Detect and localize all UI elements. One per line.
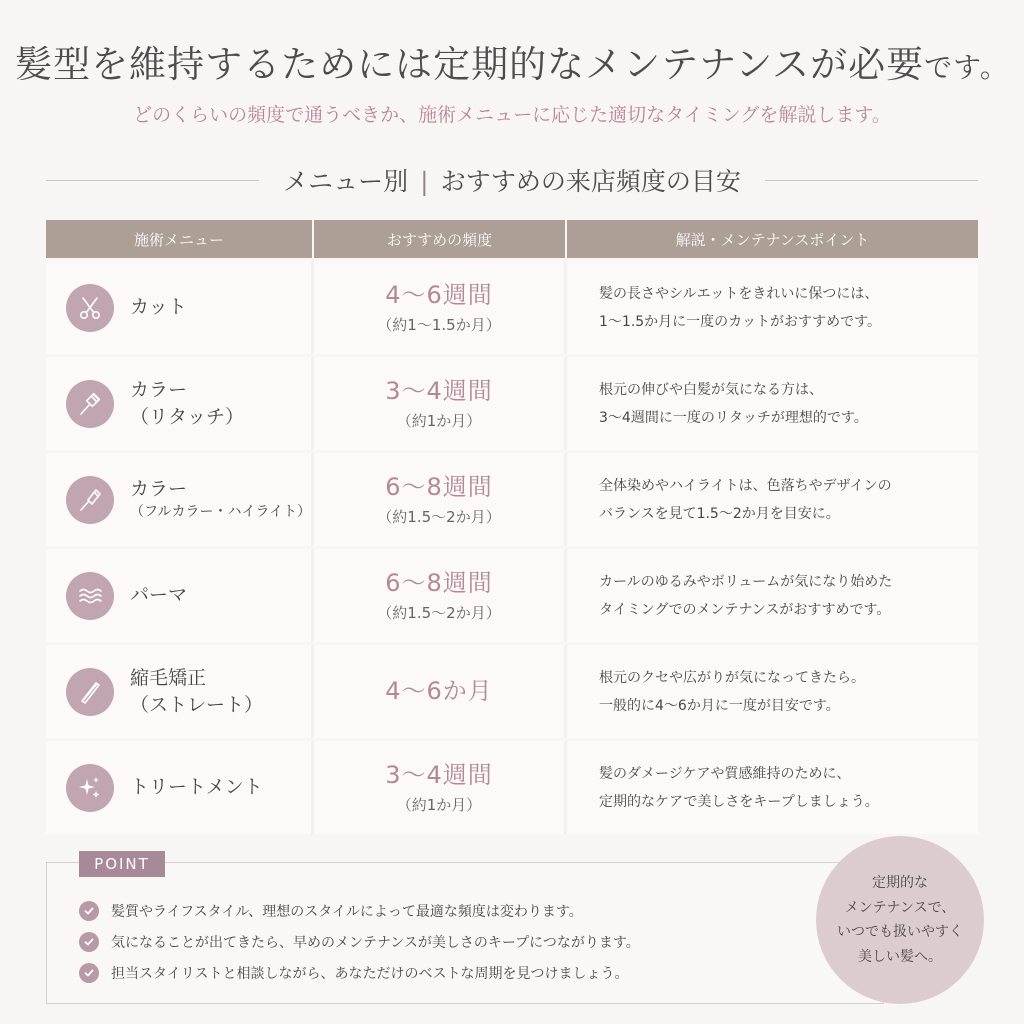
checkmark-icon (79, 963, 99, 983)
table-header-row (46, 220, 978, 258)
explanation-line: 髪の長さやシルエットをきれいに保つには、 (599, 285, 879, 302)
frequency-value: 3～4週間 (385, 761, 493, 790)
menu-name (130, 476, 311, 522)
section-heading (46, 160, 978, 200)
frequency-value: 6～8週間 (385, 473, 493, 502)
explanation-line: 一般的に4～6か月に一度が目安です。 (599, 697, 840, 714)
section-heading-text (259, 162, 765, 198)
point-item (79, 926, 640, 957)
explanation-line: 1～1.5か月に一度のカットがおすすめです。 (599, 313, 882, 330)
point-item-text: 気になることが出てきたら、早めのメンテナンスが美しさのキープにつながります。 (111, 934, 640, 951)
color-brush-icon (66, 476, 114, 524)
checkmark-icon (79, 932, 99, 952)
point-item-text: 髪質やライフスタイル、理想のスタイルによって最適な頻度は変わります。 (111, 903, 583, 920)
table-row (46, 453, 978, 546)
section-heading-left: メニュー別 (283, 167, 409, 196)
explanation-line: 根元のクセや広がりが気になってきたら。 (599, 669, 865, 686)
table-row (46, 261, 978, 354)
menu-name-main: トリートメント (130, 776, 263, 799)
column-header-menu: 施術メニュー (46, 220, 314, 258)
point-box (46, 855, 884, 1004)
heading-rule-left (46, 180, 259, 181)
heading-rule-right (765, 180, 978, 181)
column-header-explanation: 解説・メンテナンスポイント (675, 230, 870, 249)
message-badge (816, 836, 984, 1004)
badge-line: いつでも扱いやすく (837, 924, 963, 940)
frequency-approx: （約1か月） (396, 411, 482, 430)
waves-icon (66, 572, 114, 620)
menu-cell (46, 357, 314, 450)
menu-name (130, 582, 187, 609)
point-item (79, 895, 640, 926)
frequency-cell (314, 453, 567, 546)
page-subtitle: どのくらいの頻度で通うべきか、施術メニューに応じた適切なタイミングを解説します。 (133, 104, 891, 126)
section-heading-right: おすすめの来店頻度の目安 (440, 167, 741, 196)
menu-name (130, 665, 263, 718)
explanation-line: 定期的なケアで美しさをキープしましょう。 (599, 793, 879, 810)
column-header-frequency: おすすめの頻度 (314, 220, 567, 258)
explanation-line: タイミングでのメンテナンスがおすすめです。 (599, 601, 891, 618)
explanation-cell (567, 645, 978, 738)
flat-iron-icon (66, 668, 114, 716)
menu-name-main: パーマ (130, 584, 188, 607)
table-row (46, 549, 978, 642)
page-title-tail: です。 (924, 51, 1009, 84)
explanation-line: 髪のダメージケアや質感維持のために、 (599, 765, 851, 782)
menu-cell (46, 261, 314, 354)
checkmark-icon (79, 901, 99, 921)
menu-name-sub: （リタッチ） (130, 405, 245, 428)
table-row (46, 357, 978, 450)
point-item-text: 担当スタイリストと相談しながら、あなただけのベストな周期を見つけましょう。 (111, 965, 629, 982)
frequency-value: 4～6週間 (385, 281, 493, 310)
badge-line: 定期的な (872, 875, 928, 891)
menu-name-main: カラー (130, 478, 188, 501)
frequency-approx: （約1～1.5か月） (377, 315, 501, 334)
explanation-line: 根元の伸びや白髪が気になる方は、 (599, 381, 823, 398)
section-heading-divider: | (420, 167, 429, 196)
frequency-value: 4～6か月 (385, 676, 493, 705)
menu-cell (46, 645, 314, 738)
menu-cell (46, 741, 314, 834)
explanation-cell (567, 741, 978, 834)
explanation-cell (567, 357, 978, 450)
menu-name-sub: （フルカラー・ハイライト） (130, 504, 312, 520)
point-label: POINT (79, 851, 165, 877)
explanation-line: バランスを見て1.5～2か月を目安に。 (599, 505, 840, 522)
sparkle-icon (66, 764, 114, 812)
menu-name (130, 774, 263, 801)
table-row (46, 741, 978, 834)
scissors-icon (66, 284, 114, 332)
frequency-table (46, 220, 978, 834)
table-row (46, 645, 978, 738)
frequency-approx: （約1か月） (396, 795, 482, 814)
explanation-line: カールのゆるみやボリュームが気になり始めた (599, 573, 893, 590)
frequency-cell (314, 357, 567, 450)
point-list (79, 895, 640, 988)
frequency-approx: （約1.5～2か月） (377, 507, 501, 526)
frequency-cell (314, 549, 567, 642)
explanation-line: 3～4週間に一度のリタッチが理想的です。 (599, 409, 868, 426)
menu-name-sub: （ストレート） (130, 693, 264, 716)
page-title-main: 髪型を維持するためには定期的なメンテナンスが必要 (15, 43, 925, 86)
menu-cell (46, 549, 314, 642)
page-title (0, 34, 1024, 88)
explanation-cell (567, 549, 978, 642)
explanation-cell (567, 261, 978, 354)
frequency-value: 6～8週間 (385, 569, 493, 598)
explanation-line: 全体染めやハイライトは、色落ちやデザインの (599, 477, 892, 494)
badge-line: メンテナンスで、 (844, 899, 956, 916)
frequency-approx: （約1.5～2か月） (377, 603, 501, 622)
point-item (79, 957, 640, 988)
frequency-value: 3～4週間 (385, 377, 493, 406)
menu-name-main: カラー (130, 378, 188, 401)
menu-name (130, 294, 187, 321)
menu-name (130, 377, 244, 430)
menu-name-main: 縮毛矯正 (130, 666, 207, 689)
frequency-cell (314, 741, 567, 834)
menu-cell (46, 453, 314, 546)
menu-name-main: カット (130, 296, 187, 319)
badge-line: 美しい髪へ。 (858, 948, 942, 965)
frequency-cell (314, 645, 567, 738)
explanation-cell (567, 453, 978, 546)
color-brush-icon (66, 380, 114, 428)
frequency-cell (314, 261, 567, 354)
